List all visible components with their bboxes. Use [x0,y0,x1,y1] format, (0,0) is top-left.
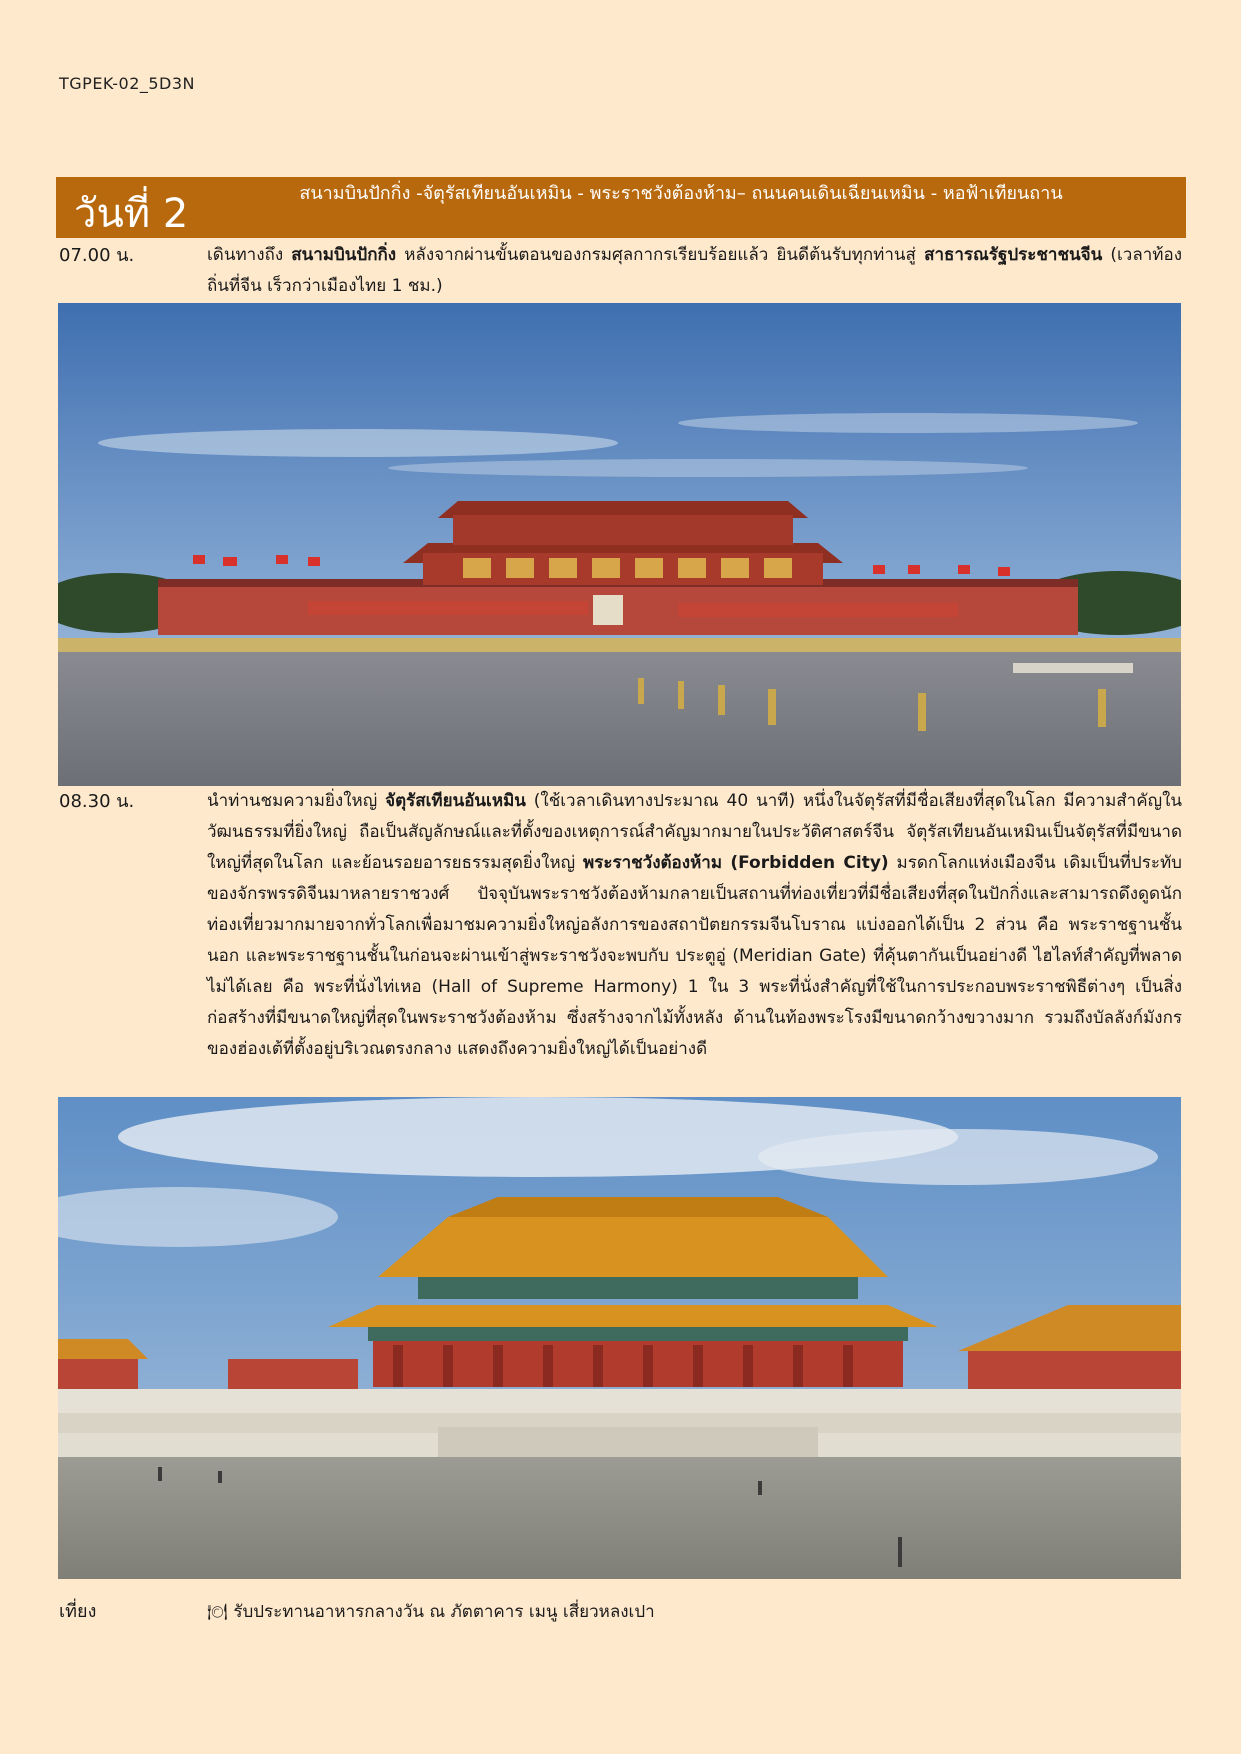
place-name-china: สาธารณรัฐประชาชนจีน [924,245,1103,265]
text-run: เดินทางถึง [207,245,292,265]
day-route: สนามบินปักกิ่ง -จัตุรัสเทียนอันเหมิน - พระราชวังต้องห้าม– ถนนคนเดินเฉียนเหมิน - หอฟ้าเทียนถาน [299,183,1063,204]
place-name-beijing-airport: สนามบินปักกิ่ง [291,245,397,265]
entry-time-0830: 08.30 น. [59,791,135,812]
text-run: นำท่านชมความยิ่งใหญ่ [207,791,386,811]
tiananmen-photo [58,303,1181,786]
entry-text-0700 [207,240,1182,302]
place-name-tiananmen-square: จัตุรัสเทียนอันเหมิน [385,791,526,811]
entry-text-0830 [207,786,1182,1065]
lunch-time: เที่ยง [59,1601,97,1622]
text-run: (เวลาท้องถิ่นที่จีน เร็วกว่าเมืองไทย 1 ชม.) [207,245,1183,296]
text-run: หลังจากผ่านขั้นตอนของกรมศุลกากรเรียบร้อยแล้ว ยินดีต้นรับทุกท่านสู่ [396,245,925,265]
day-label: วันที่ 2 [74,191,189,237]
forbidden-city-photo [58,1097,1181,1579]
text-run: (ใช้เวลาเดินทางประมาณ 40 นาที) หนึ่งในจัตุรัสที่มีชื่อเสียงที่สุดในโลก มีความสำคัญในวัฒนธรรมที่ยิ่งใหญ่ ถือเป็นสัญลักษณ์และที่ตั้งของเหตุการณ์สำคัญมากมายในประวัติศาสตร์จีน จัตุรัสเทียนอันเหมินเป็นจัตุรัสที่มีขนาดใหญ่ที่สุดในโลก และย้อนรอยอารยธรรมสุดยิ่งใหญ่ [207,791,1182,873]
place-name-forbidden-city: พระราชวังต้องห้าม (Forbidden City) [582,853,889,873]
day-header-bar [56,177,1186,238]
meal-icon: 🍽 [207,1602,228,1621]
lunch-text-row [207,1596,1182,1628]
text-run: มรดกโลกแห่งเมืองจีน เดิมเป็นที่ประทับของจักรพรรดิจีนมาหลายราชวงศ์ ปัจจุบันพระราชวังต้องห้ามกลายเป็นสถานที่ท่องเที่ยวที่มีชื่อเสียงที่สุดในปักกิ่งและสามารถดึงดูดนักท่องเที่ยวมากมายจากทั่วโลกเพื่อมาชมความยิ่งใหญ่อลังการของสถาปัตยกรรมจีนโบราณ แบ่งออกได้เป็น 2 ส่วน คือ พระราชฐานชั้นนอก และพระราชฐานชั้นในก่อนจะผ่านเข้าสู่พระราชวังจะพบกับ ประตูอู่ (Meridian Gate) ที่คุ้นตากันเป็นอย่างดี ไฮไลท์สำคัญที่พลาดไม่ได้เลย คือ พระที่นั่งไท่เหอ (Hall of Supreme Harmony) 1 ใน 3 พระที่นั่งสำคัญที่ใช้ในการประกอบพระราชพิธีต่างๆ เป็นสิ่งก่อสร้างที่มีขนาดใหญ่ที่สุดในพระราชวังต้องห้าม ซึ่งสร้างจากไม้ทั้งหลัง ด้านในท้องพระโรงมีขนาดกว้างขวางมาก รวมถึงบัลลังก์มังกรของฮ่องเต้ที่ตั้งอยู่บริเวณตรงกลาง แสดงถึงความยิ่งใหญ่ได้เป็นอย่างดี [207,853,1182,1059]
entry-time-0700: 07.00 น. [59,245,135,266]
document-code: TGPEK-02_5D3N [59,74,196,93]
lunch-text: รับประทานอาหารกลางวัน ณ ภัตตาคาร เมนู เสี่ยวหลงเปา [233,1602,655,1622]
